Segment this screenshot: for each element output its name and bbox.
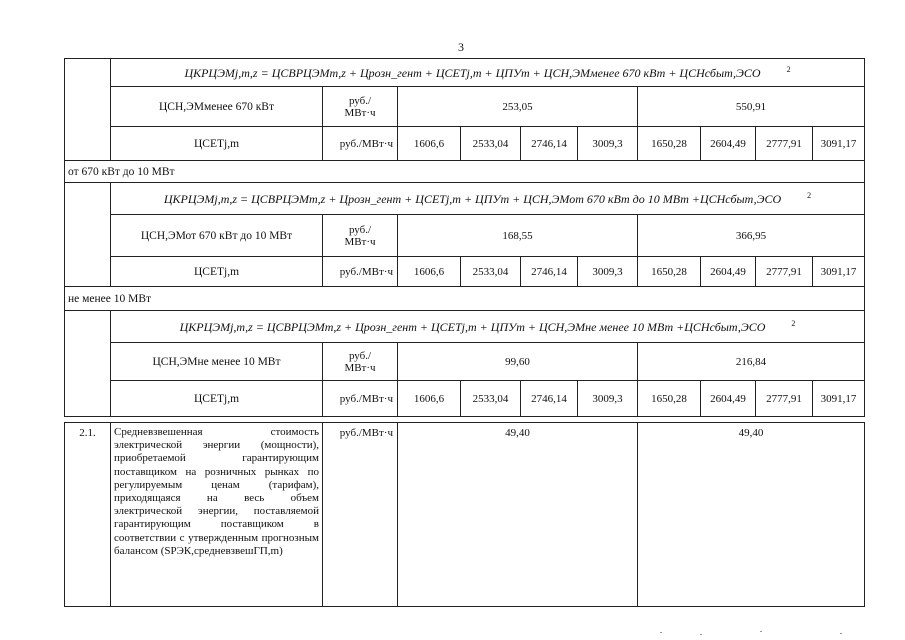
formula-row-high: [65, 311, 865, 343]
set-value: 2777,91: [756, 127, 813, 161]
set-value: 3009,3: [578, 127, 638, 161]
unit-cell: руб./ МВт·ч: [323, 215, 398, 257]
set-value: 1650,28: [638, 257, 701, 287]
set-value: 3009,3: [578, 257, 638, 287]
sn-symbol-low: ЦСН,ЭМменее 670 кВт: [111, 87, 323, 127]
set-row-mid: [65, 257, 865, 287]
set-value: 2604,49: [701, 127, 756, 161]
unit-cell: руб./МВт·ч: [323, 381, 398, 417]
set-value: 2533,04: [461, 381, 521, 417]
sn-value: 550,91: [638, 87, 865, 127]
set-row-low: [65, 127, 865, 161]
item-number: 2.1.: [65, 423, 111, 607]
page-number: 3: [458, 40, 464, 54]
set-value: 2746,14: [521, 381, 578, 417]
set-value: 2604,49: [701, 381, 756, 417]
formula-row-mid: [65, 183, 865, 215]
set-value: 1606,6: [398, 257, 461, 287]
sn-symbol-high: ЦСН,ЭМне менее 10 МВт: [111, 343, 323, 381]
set-value: 2777,91: [756, 381, 813, 417]
formula-row-low: [65, 59, 865, 87]
empty-number-cell: [65, 183, 111, 287]
set-value: 1606,6: [398, 127, 461, 161]
footnote-mark: 2: [786, 64, 791, 74]
scan-speck: [840, 633, 842, 634]
set-value: 2746,14: [521, 127, 578, 161]
sn-value: 99,60: [398, 343, 638, 381]
set-value: 3091,17: [813, 257, 865, 287]
tariff-table: [64, 58, 865, 607]
sn-value: 366,95: [638, 215, 865, 257]
set-value: 1650,28: [638, 381, 701, 417]
set-value: 2746,14: [521, 257, 578, 287]
sn-row-mid: [65, 215, 865, 257]
set-value: 3091,17: [813, 381, 865, 417]
section-row-high: [65, 287, 865, 311]
section-title: от 670 кВт до 10 МВт: [65, 161, 865, 183]
scan-speck: [660, 632, 662, 633]
set-value: 3009,3: [578, 381, 638, 417]
item-value: 49,40: [638, 423, 865, 607]
unit-cell: руб./ МВт·ч: [323, 343, 398, 381]
empty-number-cell: [65, 311, 111, 417]
set-symbol: ЦСЕТj,m: [111, 127, 323, 161]
set-value: 1606,6: [398, 381, 461, 417]
sn-row-low: [65, 87, 865, 127]
set-value: 2533,04: [461, 257, 521, 287]
set-row-high: [65, 381, 865, 417]
item-value: 49,40: [398, 423, 638, 607]
section-title: не менее 10 МВт: [65, 287, 865, 311]
set-value: 2604,49: [701, 257, 756, 287]
section-row-mid: [65, 161, 865, 183]
footnote-mark: 2: [807, 190, 812, 200]
sn-value: 253,05: [398, 87, 638, 127]
sn-row-high: [65, 343, 865, 381]
unit-cell: руб./МВт·ч: [323, 257, 398, 287]
scan-speck: [760, 631, 762, 632]
set-value: 3091,17: [813, 127, 865, 161]
set-symbol: ЦСЕТj,m: [111, 381, 323, 417]
unit-cell: руб./ МВт·ч: [323, 87, 398, 127]
unit-cell: руб./МВт·ч: [323, 423, 398, 607]
set-symbol: ЦСЕТj,m: [111, 257, 323, 287]
row-2-1: [65, 423, 865, 607]
formula-low: ЦКРЦЭМj,m,z = ЦСВРЦЭМm,z + Црозн_генm + ЦСЕТj,m + ЦПУm + ЦСН,ЭМменее 670 кВт + ЦСНсбыт,ЭСО: [184, 65, 761, 80]
item-description: Средневзвешенная стоимость электрической энергии (мощности), приобретаемой гарантирующим поставщиком на розничных рынках по регулируемым ценам (тарифам), приходящаяся на весь объем электрической энергии, поставляемой гарантирующим поставщиком в соответствии с утвержденным прогнозным балансом (SРЭК,средневзвешГП,m): [111, 423, 323, 607]
set-value: 1650,28: [638, 127, 701, 161]
scan-speck: [700, 634, 702, 635]
footnote-mark: 2: [791, 318, 796, 328]
formula-mid: ЦКРЦЭМj,m,z = ЦСВРЦЭМm,z + Црозн_генm + ЦСЕТj,m + ЦПУm + ЦСН,ЭМот 670 кВт до 10 МВт +ЦСНсбыт,ЭСО: [163, 191, 782, 206]
set-value: 2533,04: [461, 127, 521, 161]
set-value: 2777,91: [756, 257, 813, 287]
empty-number-cell: [65, 59, 111, 161]
unit-cell: руб./МВт·ч: [323, 127, 398, 161]
sn-value: 168,55: [398, 215, 638, 257]
formula-high: ЦКРЦЭМj,m,z = ЦСВРЦЭМm,z + Црозн_генm + ЦСЕТj,m + ЦПУm + ЦСН,ЭМне менее 10 МВт +ЦСНсбыт,ЭСО: [179, 319, 766, 334]
sn-value: 216,84: [638, 343, 865, 381]
sn-symbol-mid: ЦСН,ЭМот 670 кВт до 10 МВт: [111, 215, 323, 257]
